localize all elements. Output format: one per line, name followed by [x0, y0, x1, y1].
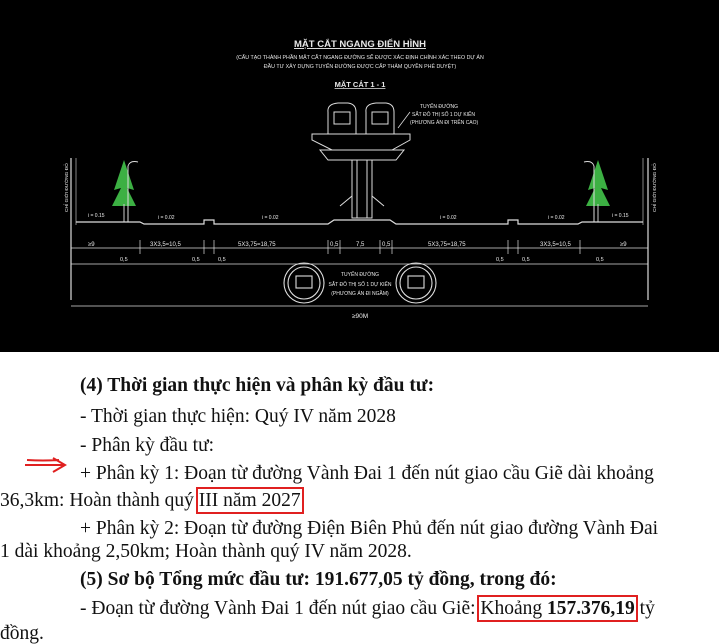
- left-lamp-icon: [128, 162, 138, 223]
- red-arrow-icon: [23, 456, 69, 474]
- slope-label: i = 0.02: [158, 215, 175, 221]
- dim-small-label: 0,5: [596, 257, 604, 263]
- dim-small-label: 0,5: [192, 257, 200, 263]
- right-boundary-label: CHỈ GIỚI ĐƯỜNG ĐỎ: [653, 163, 658, 212]
- phase2-line-2: 1 dài khoảng 2,50km; Hoàn thành quý IV năm 2028.: [0, 541, 412, 562]
- dim-small-label: 0,5: [522, 257, 530, 263]
- phase1-completion-highlight: III năm 2027: [198, 490, 301, 511]
- dim-label: 0,5: [330, 242, 339, 248]
- phase1-line-1: + Phân kỳ 1: Đoạn từ đường Vành Đai 1 đến nút giao cầu Giẽ dài khoảng: [80, 463, 654, 484]
- cost-unit: tỷ: [634, 598, 655, 619]
- cost-label: Khoảng: [480, 598, 548, 619]
- heading-implementation: (4) Thời gian thực hiện và phân kỳ đầu tư:: [80, 375, 435, 396]
- cost-line-1: [80, 599, 655, 619]
- drawing-subtitle-2: ĐẦU TƯ XÂY DỰNG TUYẾN ĐƯỜNG ĐƯỢC CẤP THẨM QUYỀN PHÊ DUYỆT): [263, 64, 457, 70]
- section-label: MẶT CẮT 1 - 1: [334, 80, 386, 89]
- dim-label: 3X3,5=10,5: [540, 242, 571, 248]
- slope-label: i = 0.02: [262, 215, 279, 221]
- metro-elevated-label-1: TUYẾN ĐƯỜNG: [420, 104, 459, 110]
- total-width-label: ≥90M: [351, 313, 369, 320]
- phase-intro: - Phân kỳ đầu tư:: [80, 435, 215, 456]
- phase1-line-2: [0, 491, 301, 511]
- dim-label: 0,5: [382, 242, 391, 248]
- drawing-title: MẶT CẮT NGANG ĐIỂN HÌNH: [294, 39, 426, 50]
- metro-elevated-label-3: (PHƯƠNG ÁN ĐI TRÊN CAO): [410, 120, 479, 126]
- implementation-time: - Thời gian thực hiện: Quý IV năm 2028: [80, 406, 396, 427]
- dim-small-label: 0,5: [496, 257, 504, 263]
- metro-underground-label-1: TUYẾN ĐƯỜNG: [340, 272, 380, 278]
- slope-label: i = 0.02: [548, 215, 565, 221]
- metro-underground-label-2: SẮT ĐÔ THỊ SỐ 1 DỰ KIẾN: [328, 282, 392, 288]
- right-lamp-icon: [584, 162, 594, 223]
- slope-label: i = 0.15: [612, 213, 629, 219]
- dim-small-label: 0,5: [218, 257, 226, 263]
- cost-line-2: đồng.: [0, 623, 44, 644]
- phase2-line-1: + Phân kỳ 2: Đoạn từ đường Điện Biên Phủ đến nút giao đường Vành Đai: [80, 518, 659, 539]
- elevated-metro-structure: [312, 103, 410, 218]
- dim-label: 7,5: [356, 242, 365, 248]
- left-tree-icon: [112, 160, 136, 222]
- metro-underground-label-3: (PHƯƠNG ÁN ĐI NGẦM): [331, 291, 389, 297]
- document-text: [0, 352, 719, 642]
- slope-label: i = 0.02: [440, 215, 457, 221]
- dim-small-label: 0,5: [120, 257, 128, 263]
- dim-label: 3X3,5=10,5: [150, 242, 181, 248]
- phase1-text: 36,3km: Hoàn thành quý: [0, 490, 199, 511]
- metro-elevated-label-2: SẮT ĐÔ THỊ SỐ 1 DỰ KIẾN: [412, 112, 475, 118]
- cost-highlight: [480, 598, 634, 619]
- cost-text: - Đoạn từ đường Vành Đai 1 đến nút giao cầu Giẽ:: [80, 598, 481, 619]
- dim-label: 5X3,75=18,75: [428, 242, 466, 248]
- heading-total-investment: (5) Sơ bộ Tổng mức đầu tư: 191.677,05 tỷ đồng, trong đó:: [80, 569, 557, 590]
- slope-label: i = 0.15: [88, 213, 105, 219]
- left-boundary-label: CHỈ GIỚI ĐƯỜNG ĐỎ: [65, 163, 70, 212]
- right-tree-icon: [586, 160, 610, 222]
- drawing-subtitle-1: (CẤU TẠO THÀNH PHẦN MẶT CẮT NGANG ĐƯỜNG SẼ ĐƯỢC XÁC ĐỊNH CHÍNH XÁC THEO DỰ ÁN: [236, 55, 484, 61]
- dim-label: 5X3,75=18,75: [238, 242, 276, 248]
- cost-value: 157.376,19: [547, 598, 635, 619]
- dim-label: ≥9: [620, 242, 627, 248]
- dim-label: ≥9: [88, 242, 95, 248]
